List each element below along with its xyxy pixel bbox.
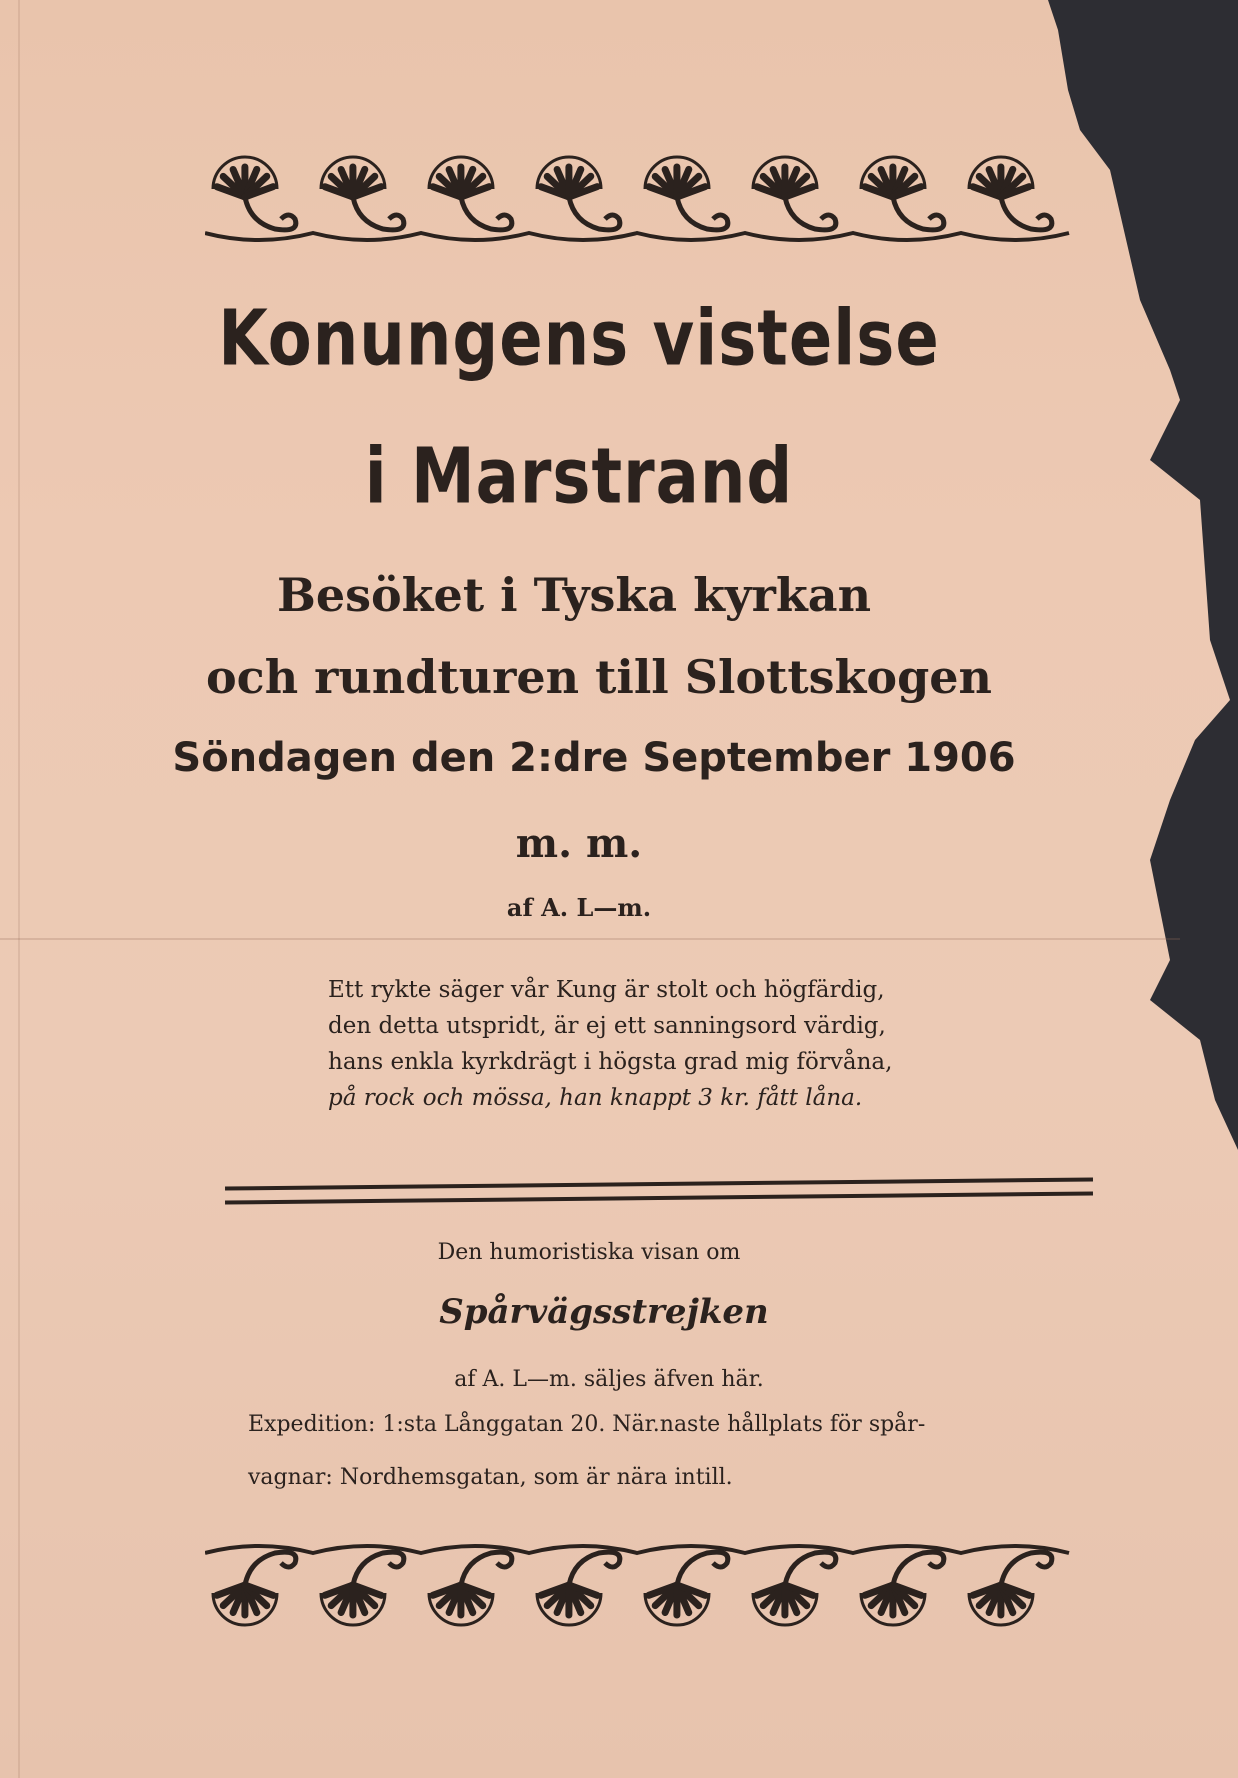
- poem-line-1: Ett rykte säger vår Kung är stolt och högfärdig,: [328, 977, 885, 1003]
- flower-ornament-icon: [537, 1552, 620, 1625]
- subtitle-line-3: Söndagen den 2:dre September 1906: [172, 735, 1016, 781]
- flower-ornament-icon: [753, 1552, 836, 1625]
- poem-verse: [328, 972, 1028, 1116]
- ad-expedition-line-2: vagnar: Nordhemsgatan, som är nära intill.: [248, 1465, 733, 1490]
- top-ornament-border: [205, 155, 1085, 265]
- bottom-ornament-border: [205, 1525, 1085, 1635]
- flower-ornament-icon: [861, 157, 944, 230]
- flower-ornament-icon: [429, 1552, 512, 1625]
- ad-expedition-line-1: Expedition: 1:sta Långgatan 20. När.naste hållplats för spår-: [248, 1412, 926, 1437]
- flower-ornament-icon: [861, 1552, 944, 1625]
- subtitle-line-4: m. m.: [515, 820, 643, 867]
- flower-ornament-icon: [537, 157, 620, 230]
- flower-ornament-icon: [969, 1552, 1052, 1625]
- fold-line-vertical: [18, 0, 20, 1778]
- poem-line-4: på rock och mössa, han knappt 3 kr. fått låna.: [328, 1085, 863, 1111]
- ornament-vine: [205, 233, 1069, 240]
- subtitle-line-2: och rundturen till Slottskogen: [206, 650, 992, 704]
- ad-song-title: Spårvägsstrejken: [439, 1292, 769, 1332]
- flower-ornament-icon: [645, 157, 728, 230]
- flower-ornament-icon: [213, 1552, 296, 1625]
- flower-ornament-icon: [213, 157, 296, 230]
- poem-line-2: den detta utspridt, är ej ett sanningsord värdig,: [328, 1013, 886, 1039]
- flower-ornament-icon: [321, 1552, 404, 1625]
- subtitle-line-1: Besöket i Tyska kyrkan: [276, 568, 872, 622]
- flower-ornament-icon: [969, 157, 1052, 230]
- fold-line: [0, 938, 1180, 940]
- ad-intro: Den humoristiska visan om: [437, 1240, 741, 1265]
- author-byline: af A. L—m.: [506, 893, 652, 922]
- flower-ornament-icon: [321, 157, 404, 230]
- flower-ornament-icon: [753, 157, 836, 230]
- ad-seller: af A. L—m. säljes äfven här.: [454, 1367, 764, 1392]
- title-line-1: Konungens vistelse: [218, 295, 940, 384]
- title-line-2: i Marstrand: [364, 433, 794, 522]
- poem-line-3: hans enkla kyrkdrägt i högsta grad mig förvåna,: [328, 1049, 893, 1075]
- flower-ornament-icon: [429, 157, 512, 230]
- flower-ornament-icon: [645, 1552, 728, 1625]
